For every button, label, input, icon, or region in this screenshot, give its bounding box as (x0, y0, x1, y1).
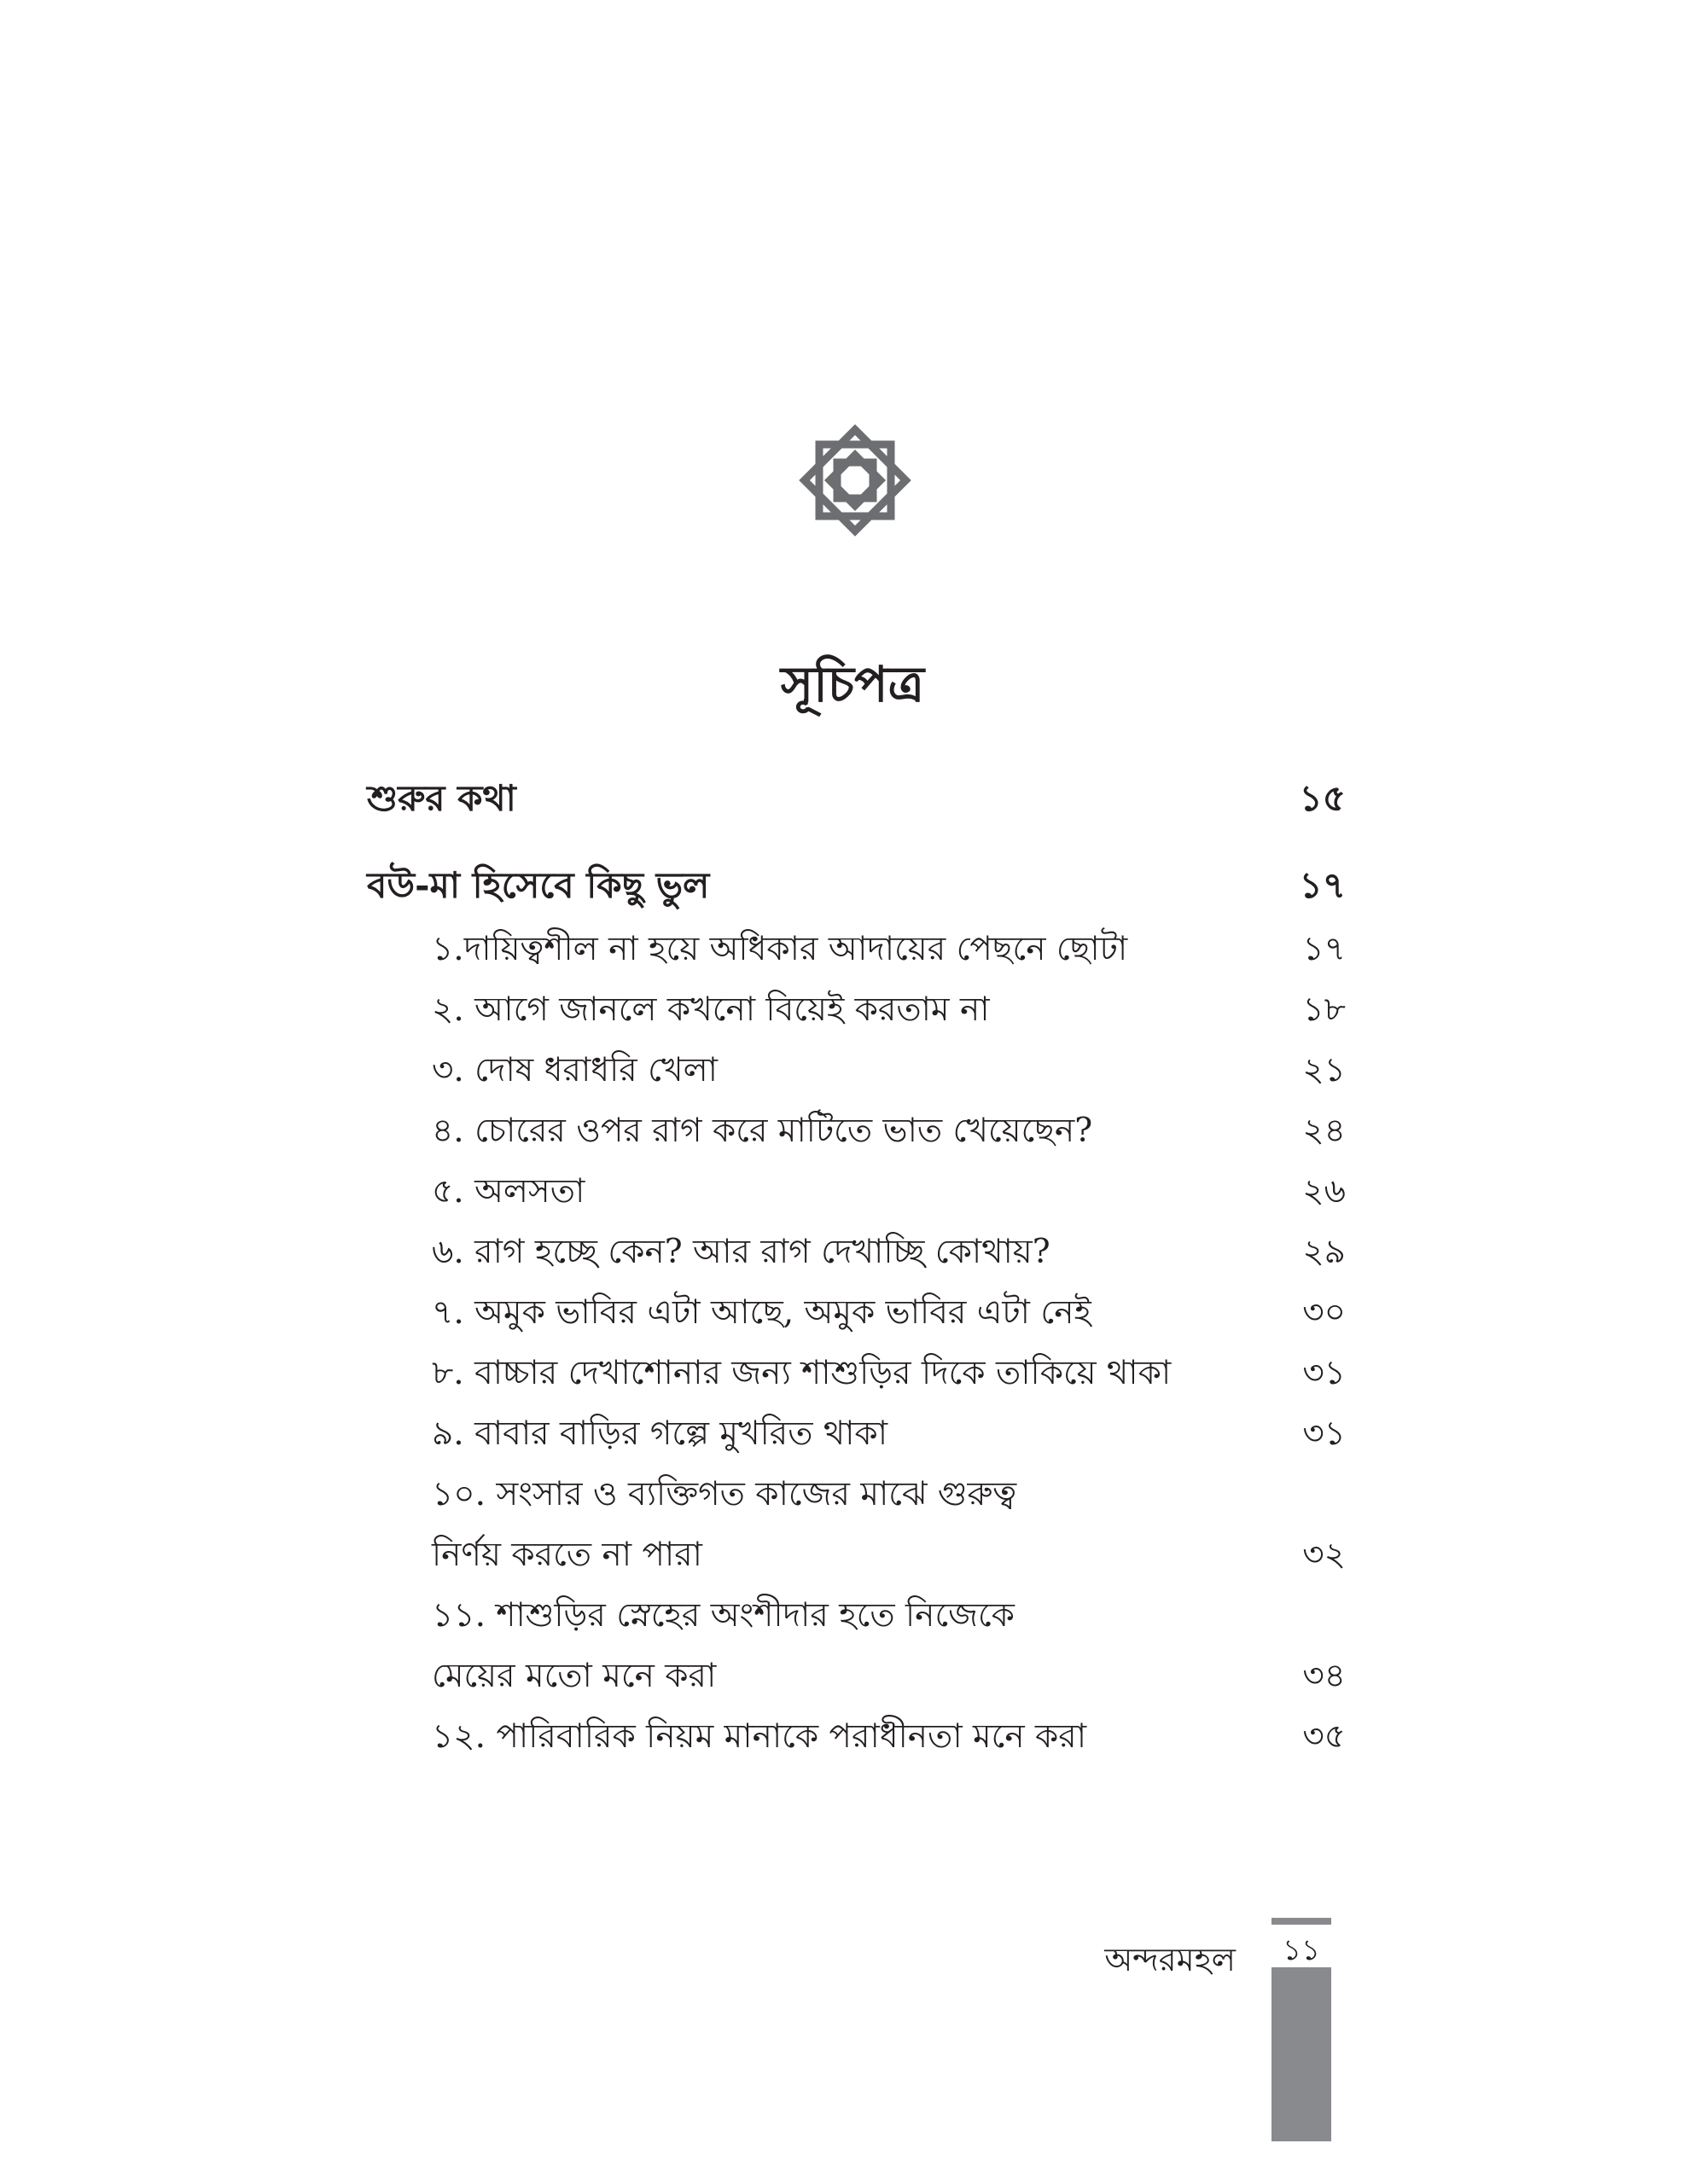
toc-heading: সূচিপত্র (780, 655, 925, 713)
toc-page-number: ৩১ (1302, 1354, 1346, 1392)
toc-page-number: ২১ (1302, 1051, 1346, 1089)
toc-page-number: ৩৪ (1302, 1657, 1346, 1695)
toc-page-number: ৩৫ (1302, 1717, 1346, 1756)
toc-entry-title: ৪. চোরের ওপর রাগ করে মাটিতে ভাত খেয়েছেন? (432, 1112, 1093, 1150)
toc-page-number: ২৪ (1302, 1112, 1346, 1150)
toc-entry-row[interactable] (367, 1165, 1346, 1221)
toc-entry-title: নির্ণয় করতে না পারা (432, 1536, 702, 1574)
toc-entry-row[interactable] (367, 1468, 1346, 1524)
toc-entry-title: ১১. শাশুড়ির স্নেহের অংশীদার হতে নিজেকে (432, 1596, 1015, 1635)
toc-entry-title: ৭. অমুক ভাবির এটা আছে, অমুক ভাবির এটা নেই (432, 1293, 1091, 1332)
toc-entry-title: ৫. অলসতা (432, 1172, 585, 1211)
toc-entry-row[interactable] (367, 1105, 1346, 1160)
toc-entry-row[interactable] (367, 1408, 1346, 1463)
toc-entry-row[interactable] (367, 1044, 1346, 1100)
toc-entry-title: ৮. বাচ্চার দেখাশোনার জন্য শাশুড়ির দিকে তাকিয়ে থাকা (432, 1354, 1172, 1392)
toc-page-number: ৩১ (1302, 1414, 1346, 1453)
rosette-ornament-icon (793, 418, 917, 543)
toc-section-title: বউ-মা হিসেবে কিছু ভুল (367, 864, 710, 906)
toc-entry-row[interactable] (367, 1287, 1346, 1342)
page-tab-bar (1271, 1967, 1331, 2141)
toc-entry-title: ৬. রাগ হচ্ছে কেন? আর রাগ দেখাচ্ছি কোথায়? (432, 1233, 1050, 1271)
toc-section-title: শুরুর কথা (367, 777, 516, 819)
toc-page-number: ২৯ (1302, 1233, 1346, 1271)
toc-entry-row[interactable] (367, 923, 1346, 979)
toc-entry-title: ৩. দোষ ধরাধরি খেলা (432, 1051, 718, 1089)
toc-entry-row[interactable] (367, 1529, 1346, 1584)
toc-entry-row[interactable] (367, 1347, 1346, 1403)
toc-entry-title: ৯. বাবার বাড়ির গল্পে মুখরিত থাকা (432, 1414, 888, 1453)
page-tab-rule (1271, 1918, 1331, 1925)
page-number-tab (1271, 1918, 1331, 2141)
toc-page-number: ৩০ (1302, 1293, 1346, 1332)
toc-page-number: ৩২ (1302, 1536, 1346, 1574)
toc-entry-row[interactable] (367, 1711, 1346, 1766)
toc-entry-row[interactable] (367, 1650, 1346, 1705)
toc-page-number: ২৬ (1302, 1172, 1346, 1211)
toc-entry-title: ১০. সংসার ও ব্যক্তিগত কাজের মাঝে গুরুত্ব (432, 1475, 1017, 1513)
toc-entry-row[interactable] (367, 984, 1346, 1039)
toc-page-number: ১৮ (1302, 990, 1346, 1029)
page-number: ১১ (1282, 1933, 1321, 1967)
toc-page-number: ১৭ (1299, 864, 1346, 906)
toc-entry-title: ১.দায়িত্বশীল না হয়ে অধিকার আদায়ের পেছনে ছোটা (432, 930, 1128, 968)
toc-page-number: ১৭ (1302, 930, 1346, 968)
toc-entry-title: ২. আগে জানলে কখনো বিয়েই করতাম না (432, 990, 990, 1029)
toc-page-number: ১৫ (1299, 777, 1346, 819)
running-footer-book-title: অন্দরমহল (1104, 1941, 1236, 1978)
toc-entry-title: মেয়ের মতো মনে করা (432, 1657, 717, 1695)
toc-section-row[interactable] (367, 857, 1346, 918)
toc-entry-row[interactable] (367, 1589, 1346, 1645)
toc-section-row[interactable] (367, 770, 1346, 831)
toc-entry-row[interactable] (367, 1226, 1346, 1281)
toc-entry-title: ১২. পারিবারিক নিয়ম মানাকে পরাধীনতা মনে করা (432, 1717, 1087, 1756)
